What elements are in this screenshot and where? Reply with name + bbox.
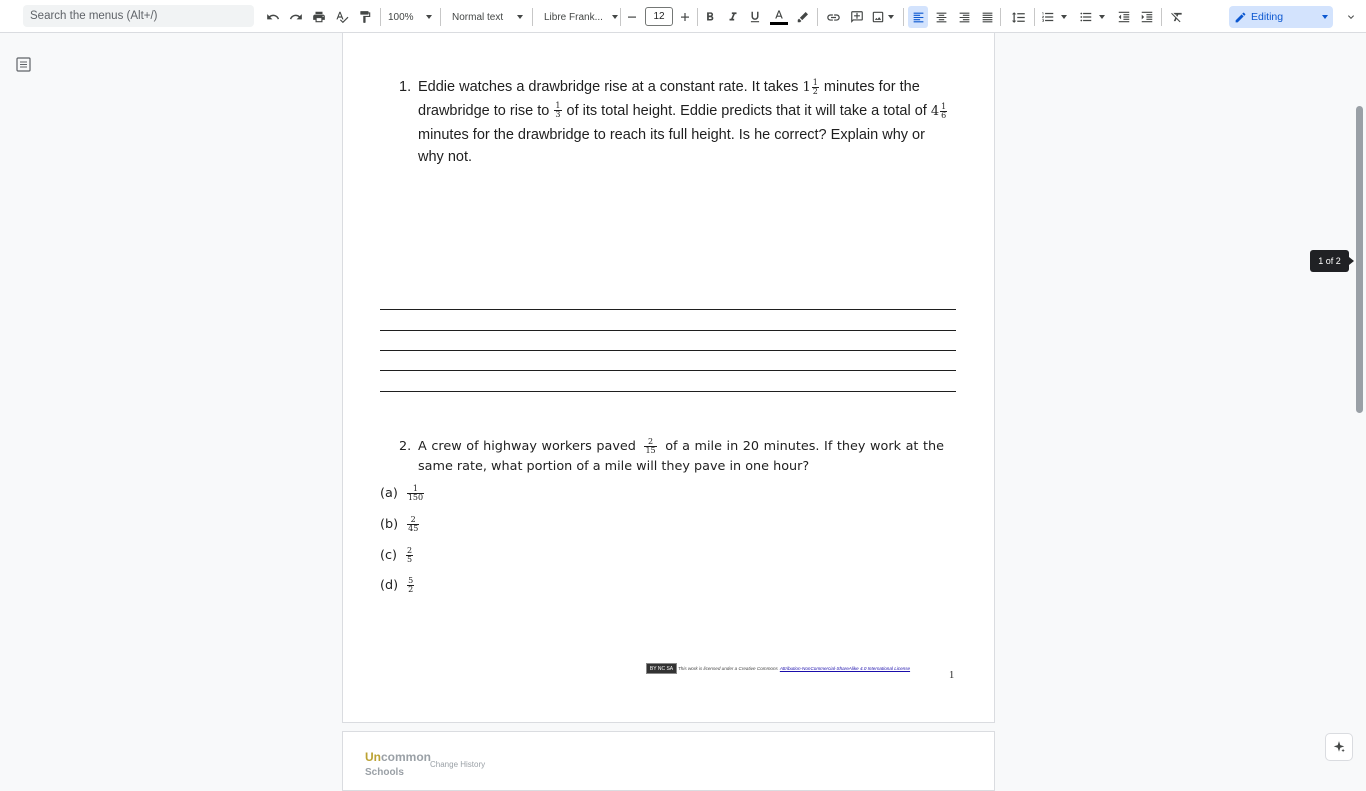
chevron-down-icon xyxy=(1322,15,1328,19)
toolbar xyxy=(0,0,1366,33)
fraction xyxy=(407,485,424,502)
redo-button[interactable] xyxy=(287,6,305,28)
text-segment: of a mile in 20 minutes. If they work at the same rate, what portion of a mile will they pave in one hour? xyxy=(418,439,944,474)
denominator: 3 xyxy=(555,110,561,120)
license-text: This work is licensed under a Creative Commons xyxy=(678,666,778,671)
denominator: 150 xyxy=(407,493,424,502)
line-spacing-button[interactable] xyxy=(1008,6,1028,28)
choice-c[interactable] xyxy=(380,547,414,564)
question-text xyxy=(418,437,944,477)
choice-label: (d) xyxy=(380,578,399,593)
numerator: 1 xyxy=(941,101,947,111)
question-number: 2. xyxy=(399,439,412,454)
style-value: Normal text xyxy=(452,11,504,23)
text-segment: A crew of highway workers paved xyxy=(418,439,641,454)
creative-commons-badge: BY NC SA xyxy=(646,663,677,674)
chevron-down-icon xyxy=(1061,15,1067,19)
choice-a[interactable] xyxy=(380,485,425,502)
text-segment: minutes for the drawbridge to rise to xyxy=(418,79,920,119)
page-number: 1 xyxy=(949,670,955,681)
numerator: 5 xyxy=(408,576,414,585)
chevron-down-icon xyxy=(517,15,523,19)
minus-icon xyxy=(627,12,637,22)
logo-part: Un xyxy=(365,750,381,764)
page-indicator-tooltip: 1 of 2 xyxy=(1310,250,1349,272)
spellcheck-button[interactable] xyxy=(333,6,351,28)
denominator: 2 xyxy=(408,585,414,594)
bold-button[interactable] xyxy=(701,6,719,28)
search-menus-input[interactable]: Search the menus (Alt+/) xyxy=(23,5,254,27)
spellcheck-icon xyxy=(335,10,349,24)
line-spacing-icon xyxy=(1011,10,1026,25)
license-footer xyxy=(646,663,910,674)
whole-part: 4 xyxy=(930,103,940,119)
denominator: 5 xyxy=(407,555,413,564)
font-value: Libre Frank... xyxy=(544,11,603,23)
numerator: 2 xyxy=(407,546,413,555)
insert-comment-button[interactable] xyxy=(848,6,866,28)
align-right-icon xyxy=(958,11,971,24)
choice-b[interactable] xyxy=(380,516,420,533)
editing-mode-dropdown[interactable] xyxy=(1229,6,1333,28)
zoom-value: 100% xyxy=(388,11,414,23)
text-color-swatch xyxy=(770,22,788,25)
sparkle-icon xyxy=(1332,740,1346,754)
increase-indent-button[interactable] xyxy=(1138,6,1156,28)
question-2[interactable] xyxy=(399,437,944,477)
chevron-down-icon xyxy=(612,15,618,19)
underline-icon xyxy=(748,10,762,24)
align-justify-icon xyxy=(981,11,994,24)
hide-menus-button[interactable] xyxy=(1342,6,1360,28)
decrease-font-size-button[interactable] xyxy=(624,6,640,28)
answer-line[interactable] xyxy=(380,370,956,371)
font-size-input[interactable]: 12 xyxy=(645,7,673,26)
bulleted-list-icon xyxy=(1079,10,1093,24)
logo-part: common xyxy=(381,750,432,764)
italic-icon xyxy=(726,10,740,24)
chevron-down-icon xyxy=(1345,11,1357,23)
outline-icon xyxy=(16,57,31,72)
clear-formatting-button[interactable] xyxy=(1168,6,1186,28)
fraction xyxy=(644,438,656,455)
choice-d[interactable] xyxy=(380,577,415,594)
insert-link-button[interactable] xyxy=(824,6,842,28)
uncommon-schools-logo xyxy=(365,750,431,778)
align-right-button[interactable] xyxy=(955,6,973,28)
align-left-icon xyxy=(912,11,925,24)
denominator: 6 xyxy=(941,110,947,120)
mixed-number xyxy=(930,101,948,120)
plus-icon xyxy=(680,12,690,22)
style-dropdown[interactable] xyxy=(448,6,526,28)
paint-format-icon xyxy=(358,10,372,24)
bulleted-list-button[interactable] xyxy=(1079,6,1111,28)
pencil-icon xyxy=(1234,11,1247,24)
choice-label: (b) xyxy=(380,517,399,532)
chevron-down-icon xyxy=(1099,15,1105,19)
italic-button[interactable] xyxy=(724,6,742,28)
chevron-down-icon xyxy=(888,15,894,19)
text-segment: of its total height. Eddie predicts that it will take a total of xyxy=(562,102,931,119)
add-comment-icon xyxy=(850,10,864,24)
mixed-number xyxy=(802,80,819,95)
numbered-list-icon xyxy=(1041,10,1055,24)
text-segment: Eddie watches a drawbridge rise at a constant rate. It takes xyxy=(418,79,803,95)
fraction xyxy=(554,102,561,119)
scrollbar-thumb[interactable] xyxy=(1356,106,1363,413)
bold-icon xyxy=(703,10,717,24)
explore-button[interactable] xyxy=(1325,733,1353,761)
denominator: 2 xyxy=(812,87,818,96)
text-color-button[interactable] xyxy=(769,6,789,28)
choice-label: (c) xyxy=(380,548,398,563)
page2-subtitle: Change History xyxy=(430,760,486,769)
paint-format-button[interactable] xyxy=(356,6,374,28)
insert-image-button[interactable] xyxy=(871,6,899,28)
print-icon xyxy=(312,10,326,24)
numbered-list-button[interactable] xyxy=(1041,6,1073,28)
clear-formatting-icon xyxy=(1170,10,1184,24)
numerator: 2 xyxy=(407,516,419,525)
numerator: 1 xyxy=(812,78,818,87)
redo-icon xyxy=(289,10,303,24)
chevron-down-icon xyxy=(426,15,432,19)
numerator: 2 xyxy=(644,438,656,447)
link-icon xyxy=(826,10,841,25)
fraction xyxy=(406,547,413,564)
undo-icon xyxy=(266,10,280,24)
numerator: 1 xyxy=(555,101,561,111)
license-link[interactable]: Attribution-NonCommercial-ShareAlike 4.0 International License xyxy=(779,666,911,671)
document-outline-button[interactable] xyxy=(16,57,31,72)
decrease-indent-button[interactable] xyxy=(1115,6,1133,28)
answer-line[interactable] xyxy=(380,350,956,351)
question-text xyxy=(418,76,949,169)
image-icon xyxy=(871,10,885,24)
question-number: 1. xyxy=(399,79,412,95)
increase-font-size-button[interactable] xyxy=(677,6,693,28)
zoom-dropdown[interactable] xyxy=(388,6,436,28)
numerator: 1 xyxy=(407,485,424,494)
indent-decrease-icon xyxy=(1117,10,1131,24)
print-button[interactable] xyxy=(310,6,328,28)
align-left-button[interactable] xyxy=(908,6,928,28)
font-dropdown[interactable] xyxy=(540,6,618,28)
choice-label: (a) xyxy=(380,486,398,501)
fraction xyxy=(407,516,419,533)
align-justify-button[interactable] xyxy=(978,6,996,28)
logo-part: Schools xyxy=(365,767,404,778)
indent-increase-icon xyxy=(1140,10,1154,24)
align-center-icon xyxy=(935,11,948,24)
highlighter-icon xyxy=(796,10,810,24)
undo-button[interactable] xyxy=(264,6,282,28)
answer-line[interactable] xyxy=(380,391,956,392)
whole-part: 1 xyxy=(802,80,811,95)
question-1[interactable] xyxy=(399,76,949,169)
text-color-icon xyxy=(772,9,786,21)
fraction xyxy=(407,577,414,594)
answer-line[interactable] xyxy=(380,330,956,331)
align-center-button[interactable] xyxy=(932,6,950,28)
denominator: 15 xyxy=(645,446,656,455)
denominator: 45 xyxy=(408,524,419,533)
underline-button[interactable] xyxy=(746,6,764,28)
text-segment: minutes for the drawbridge to reach its full height. Is he correct? Explain why or why not. xyxy=(418,126,925,166)
highlight-color-button[interactable] xyxy=(794,6,812,28)
editing-mode-label: Editing xyxy=(1251,11,1284,23)
answer-line[interactable] xyxy=(380,309,956,310)
